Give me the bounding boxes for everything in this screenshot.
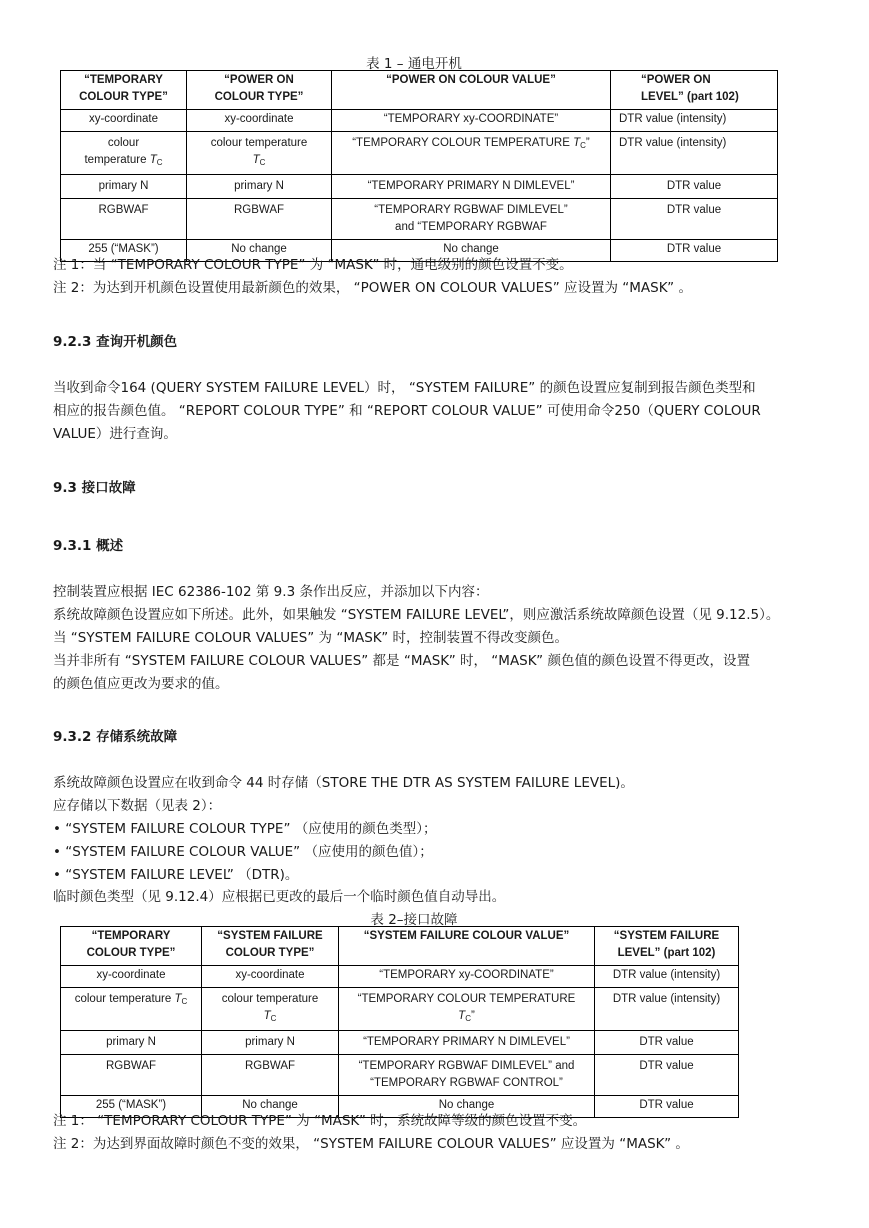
table-row [61,110,778,132]
table-row [61,988,739,1031]
section-heading-9-3-1: 9.3.1 概述 [53,538,124,554]
paragraph-line: 系统故障颜色设置应如下所述。此外，如果触发 “SYSTEM FAILURE LEVEL”，则应激活系统故障颜色设置（见 9.12.5）。 [53,607,780,623]
section-heading-9-3-2: 9.3.2 存储系统故障 [53,729,178,745]
paragraph-line: 应存储以下数据（见表 2）： [53,798,222,814]
paragraph-line: 相应的报告颜色值。 “REPORT COLOUR TYPE” 和 “REPORT COLOUR VALUE” 可使用命令250（QUERY COLOUR [53,403,761,419]
table2-caption: 表 2–接口故障 [370,912,458,928]
table-cell: primary N [61,175,187,199]
section-heading-9-2-3: 9.2.3 查询开机颜色 [53,334,178,350]
section-heading-9-3: 9.3 接口故障 [53,480,136,496]
table-cell: “TEMPORARY xy-COORDINATE” [332,110,611,132]
list-item: • “SYSTEM FAILURE COLOUR TYPE” （应使用的颜色类型）； [53,821,437,837]
table-cell: “TEMPORARY PRIMARY N DIMLEVEL” [332,175,611,199]
list-item: • “SYSTEM FAILURE LEVEL” （DTR)。 [53,867,299,883]
paragraph-line: 当 “SYSTEM FAILURE COLOUR VALUES” 为 “MASK” 时，控制装置不得改变颜色。 [53,630,569,646]
table-cell: “TEMPORARY COLOUR TEMPERATURE $T_C$” [332,132,611,175]
table-cell: DTR value (intensity) [611,110,778,132]
table-cell: “TEMPORARY PRIMARY N DIMLEVEL” [339,1031,595,1055]
table1-note-2: 注 2：为达到开机颜色设置使用最新颜色的效果， “POWER ON COLOUR VALUES” 应设置为 “MASK” 。 [53,280,692,296]
table2-header-cell: “SYSTEM FAILURE LEVEL” (part 102) [595,927,739,966]
table1-note-1: 注 1：当 “TEMPORARY COLOUR TYPE” 为 “MASK” 时，通电级别的颜色设置不变。 [53,257,573,273]
table-cell: xy-coordinate [61,110,187,132]
table-cell: No change [202,1096,339,1118]
table2-note-2: 注 2：为达到界面故障时颜色不变的效果， “SYSTEM FAILURE COLOUR VALUES” 应设置为 “MASK” 。 [53,1136,689,1152]
table-cell: RGBWAF [61,199,187,240]
paragraph-line: 临时颜色类型（见 9.12.4）应根据已更改的最后一个临时颜色值自动导出。 [53,889,506,905]
table-cell: DTR value (intensity) [595,966,739,988]
table-cell: colour temperature $T_C$ [61,132,187,175]
table-cell: “TEMPORARY COLOUR TEMPERATURE $T_C$” [339,988,595,1031]
table-cell: No change [339,1096,595,1118]
table1-header-cell: “POWER ON COLOUR TYPE” [187,71,332,110]
table-row [61,199,778,240]
list-item: • “SYSTEM FAILURE COLOUR VALUE” （应使用的颜色值）； [53,844,433,860]
table-cell: colour temperature $T_C$ [202,988,339,1031]
table2-header-cell: “SYSTEM FAILURE COLOUR TYPE” [202,927,339,966]
table-cell: “TEMPORARY xy-COORDINATE” [339,966,595,988]
table-cell: 255 (“MASK”) [61,240,187,262]
table-cell: DTR value [595,1096,739,1118]
table-cell: “TEMPORARY RGBWAF DIMLEVEL” and “TEMPORARY RGBWAF [332,199,611,240]
table2 [60,926,739,1118]
table-cell: DTR value [595,1055,739,1096]
table-cell: No change [332,240,611,262]
paragraph-line: 控制装置应根据 IEC 62386-102 第 9.3 条作出反应，并添加以下内容： [53,584,489,600]
paragraph-line: 的颜色值应更改为要求的值。 [53,676,229,692]
table2-header-cell: “SYSTEM FAILURE COLOUR VALUE” [339,927,595,966]
paragraph-line: VALUE）进行查询。 [53,426,177,442]
table1-header-cell: “TEMPORARY COLOUR TYPE” [61,71,187,110]
table-cell: 255 (“MASK”) [61,1096,202,1118]
paragraph-line: 当并非所有 “SYSTEM FAILURE COLOUR VALUES” 都是 “MASK” 时， “MASK” 颜色值的颜色设置不得更改，设置 [53,653,750,669]
table1-header-cell: “POWER ON LEVEL” (part 102) [611,71,778,110]
table-row [61,1055,739,1096]
table-cell: colour temperature $T_C$ [187,132,332,175]
table-cell: primary N [61,1031,202,1055]
table-cell: No change [187,240,332,262]
paragraph-line: 系统故障颜色设置应在收到命令 44 时存储（STORE THE DTR AS SYSTEM FAILURE LEVEL)。 [53,775,634,791]
table-row [61,966,739,988]
table-row [61,175,778,199]
table-cell: RGBWAF [61,1055,202,1096]
table1-caption: 表 1 – 通电开机 [366,56,462,72]
table-cell: xy-coordinate [187,110,332,132]
table-cell: DTR value [611,199,778,240]
table-cell: RGBWAF [187,199,332,240]
table-cell: DTR value (intensity) [611,132,778,175]
table-cell: xy-coordinate [202,966,339,988]
table-cell: primary N [202,1031,339,1055]
table-cell: DTR value [595,1031,739,1055]
table2-header-row [61,927,739,966]
table-cell: RGBWAF [202,1055,339,1096]
table-row [61,132,778,175]
table-cell: “TEMPORARY RGBWAF DIMLEVEL” and “TEMPORARY RGBWAF CONTROL” [339,1055,595,1096]
table-cell: DTR value [611,240,778,262]
table1-header-cell: “POWER ON COLOUR VALUE” [332,71,611,110]
table1-header-row [61,71,778,110]
table-cell: xy-coordinate [61,966,202,988]
table-cell: colour temperature $T_C$ [61,988,202,1031]
table-cell: DTR value [611,175,778,199]
table1 [60,70,778,262]
table-cell: DTR value (intensity) [595,988,739,1031]
table2-header-cell: “TEMPORARY COLOUR TYPE” [61,927,202,966]
table-row [61,1031,739,1055]
table-cell: primary N [187,175,332,199]
table2-note-1: 注 1： “TEMPORARY COLOUR TYPE” 为 “MASK” 时，系统故障等级的颜色设置不变。 [53,1113,587,1129]
paragraph-line: 当收到命令164 (QUERY SYSTEM FAILURE LEVEL）时， “SYSTEM FAILURE” 的颜色设置应复制到报告颜色类型和 [53,380,756,396]
